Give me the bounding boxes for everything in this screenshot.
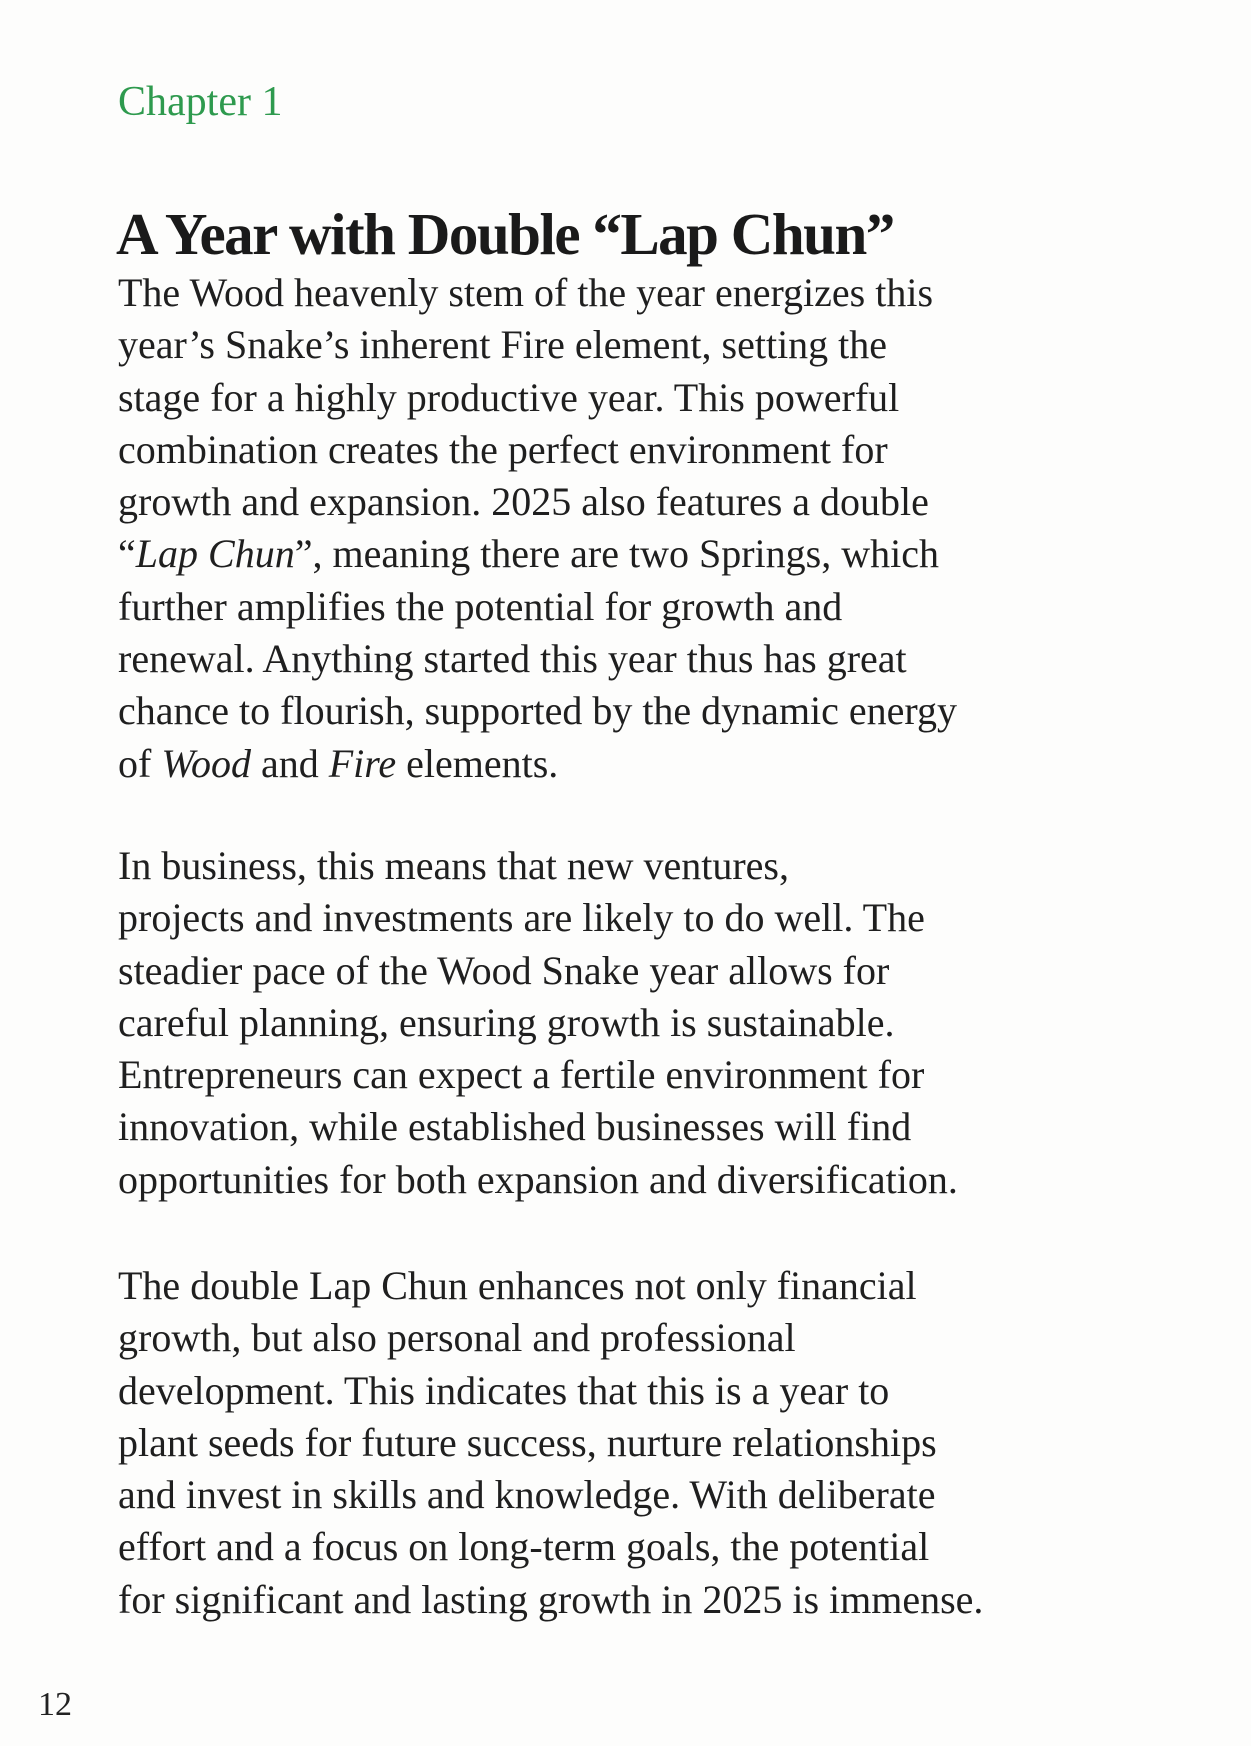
text-line: further amplifies the potential for growth and: [118, 583, 843, 629]
text-line: In business, this means that new ventures,: [118, 843, 789, 888]
text-line: stage for a highly productive year. This powerful: [118, 374, 900, 420]
text-line: renewal. Anything started this year thus has great: [118, 636, 907, 682]
text-line: Entrepreneurs can expect a fertile environment for: [118, 1052, 925, 1098]
text-line: [118, 528, 1068, 580]
text-line: plant seeds for future success, nurture relationships: [118, 1419, 937, 1465]
fire-italic: Fire: [328, 740, 397, 786]
chapter-label: Chapter 1: [118, 79, 283, 125]
text-line: steadier pace of the Wood Snake year allows for: [118, 947, 890, 993]
text-line: innovation, while established businesses will find: [118, 1104, 912, 1150]
text-line: growth and expansion. 2025 also features a double: [118, 479, 929, 525]
paragraph-business: [118, 840, 1068, 1206]
text-line: combination creates the perfect environment for: [118, 426, 888, 472]
text-line: The double Lap Chun enhances not only financial: [118, 1263, 917, 1308]
text-line: year’s Snake’s inherent Fire element, setting the: [118, 322, 888, 368]
page-title: A Year with Double “Lap Chun”: [116, 201, 894, 267]
text-line: growth, but also personal and professional: [118, 1315, 796, 1361]
text-fragment: of: [118, 740, 162, 786]
text-fragment: ”, meaning there are two Springs, which: [294, 531, 939, 577]
paragraph-growth: [118, 1260, 1068, 1626]
paragraph-intro: [118, 267, 1068, 790]
page-number: 12: [38, 1686, 72, 1723]
text-line: careful planning, ensuring growth is sustainable.: [118, 999, 895, 1045]
text-line: for significant and lasting growth in 2025 is immense.: [118, 1576, 984, 1622]
text-line: projects and investments are likely to do well. The: [118, 895, 925, 941]
wood-italic: Wood: [161, 740, 251, 786]
lap-chun-italic: Lap Chun: [135, 531, 295, 577]
text-line: [118, 738, 1068, 790]
text-line: chance to flourish, supported by the dynamic energy: [118, 688, 958, 734]
text-line: The Wood heavenly stem of the year energizes this: [118, 270, 934, 315]
text-fragment: elements.: [396, 740, 559, 786]
text-line: opportunities for both expansion and diversification.: [118, 1156, 958, 1202]
open-quote: “: [118, 531, 136, 577]
text-line: effort and a focus on long-term goals, the potential: [118, 1524, 930, 1570]
text-fragment: and: [250, 740, 329, 786]
text-line: and invest in skills and knowledge. With deliberate: [118, 1472, 936, 1518]
text-line: development. This indicates that this is a year to: [118, 1367, 890, 1413]
